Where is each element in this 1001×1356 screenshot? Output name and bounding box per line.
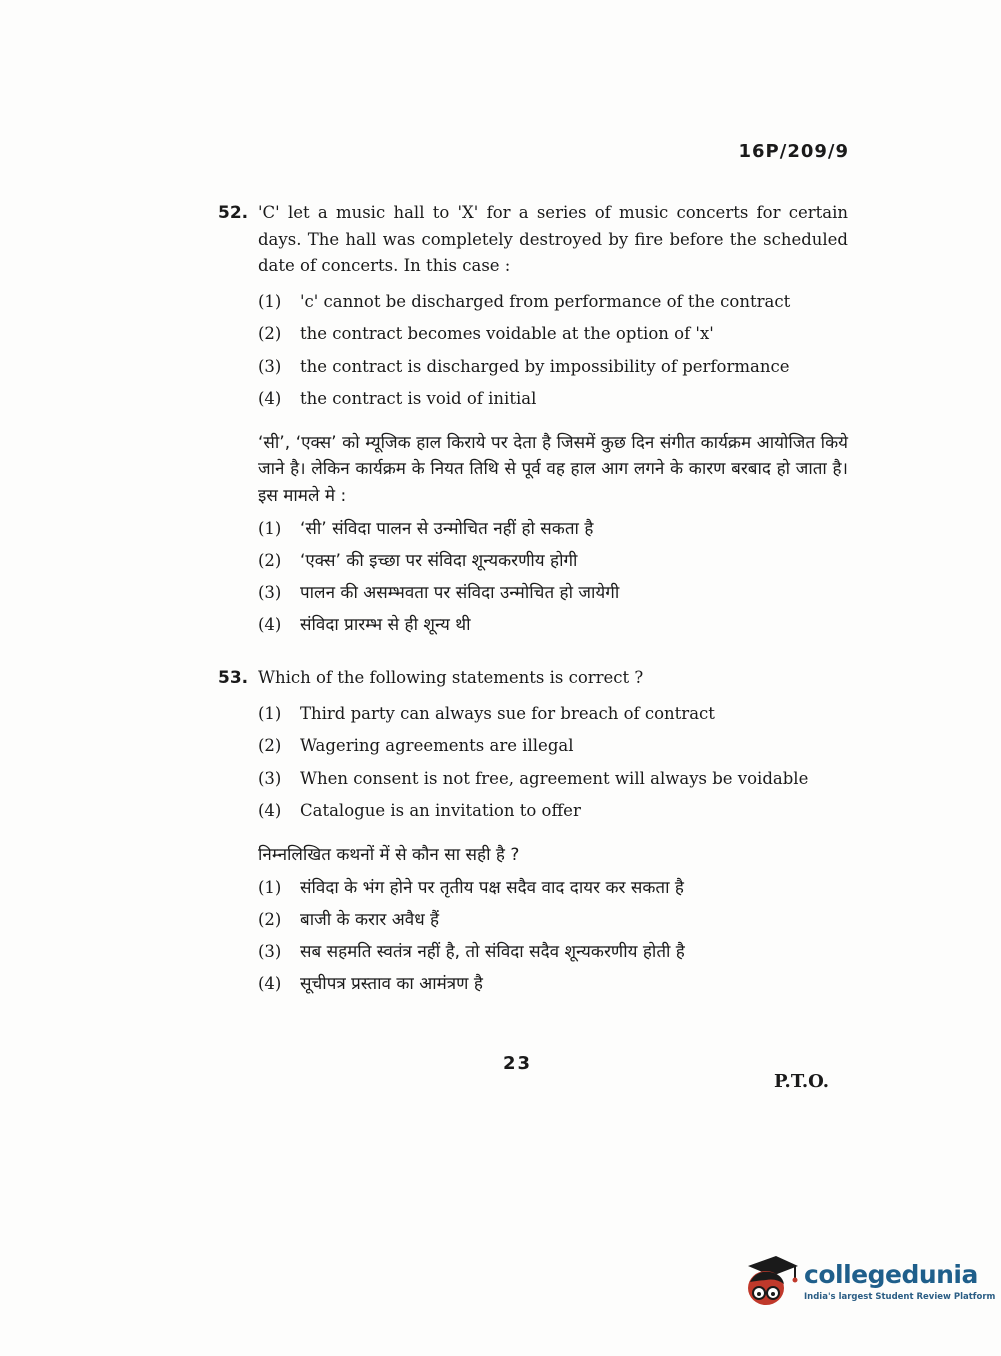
options-hindi [258, 872, 848, 1000]
option-item [258, 968, 848, 1000]
option-number: (2) [258, 551, 282, 570]
question-number: 52. [218, 203, 249, 223]
mascot-icon [742, 1252, 800, 1310]
paper-code: 16P/209/9 [738, 141, 849, 162]
question-text-english: 'C' let a music hall to 'X' for a series of music concerts for certain days. The hall was completely destroyed by fire before the scheduled date of concerts. In this case : [258, 203, 848, 275]
option-text: 'c' cannot be discharged from performance of the contract [300, 291, 791, 311]
option-number: (4) [258, 801, 282, 820]
options-hindi [258, 513, 848, 641]
option-item [258, 904, 848, 936]
option-number: (3) [258, 768, 282, 788]
option-number: (2) [258, 910, 282, 929]
option-text: बाजी के करार अवैध हैं [300, 910, 440, 930]
option-item [258, 545, 848, 577]
option-text: the contract is discharged by impossibility of performance [300, 356, 790, 376]
option-item [258, 609, 848, 641]
option-text: संविदा प्रारम्भ से ही शून्य थी [300, 615, 471, 635]
option-number: (1) [258, 291, 282, 311]
options-english [258, 286, 848, 416]
option-number: (2) [258, 324, 282, 343]
option-number: (4) [258, 615, 282, 634]
option-number: (3) [258, 583, 282, 602]
option-item [258, 730, 848, 763]
question-text-english: Which of the following statements is correct ? [258, 668, 644, 687]
option-number: (2) [258, 736, 282, 755]
question-text-hindi: निम्नलिखित कथनों में से कौन सा सही है ? [258, 844, 520, 865]
pto-label: P.T.O. [774, 1071, 830, 1092]
option-item [258, 513, 848, 545]
logo-text [804, 1260, 995, 1302]
option-item [258, 763, 848, 796]
options-english [258, 698, 848, 828]
option-text: सब सहमति स्वतंत्र नहीं है, तो संविदा सदैव शून्यकरणीय होती है [300, 942, 685, 962]
option-item [258, 936, 848, 968]
option-number: (4) [258, 974, 282, 993]
brand-tagline: India's largest Student Review Platform [804, 1292, 996, 1302]
option-item [258, 286, 848, 319]
option-number: (4) [258, 389, 282, 408]
question-header [218, 665, 848, 692]
question-header [218, 200, 848, 280]
option-item [258, 795, 848, 828]
option-number: (3) [258, 356, 282, 376]
option-text: पालन की असम्भवता पर संविदा उन्मोचित हो जायेगी [300, 583, 620, 603]
question-number: 53. [218, 668, 249, 688]
option-text: Third party can always sue for breach of contract [300, 703, 715, 723]
option-item [258, 318, 848, 351]
option-number: (1) [258, 703, 282, 723]
option-text: Catalogue is an invitation to offer [300, 801, 581, 820]
question-52 [218, 200, 848, 641]
option-number: (1) [258, 878, 282, 897]
option-item [258, 698, 848, 731]
option-text: ‘एक्स’ की इच्छा पर संविदा शून्यकरणीय होगी [300, 551, 578, 571]
option-text: सूचीपत्र प्रस्ताव का आमंत्रण है [300, 974, 483, 994]
option-text: संविदा के भंग होने पर तृतीय पक्ष सदैव वाद दायर कर सकता है [300, 878, 684, 898]
option-item [258, 351, 848, 384]
option-number: (3) [258, 942, 282, 961]
option-item [258, 577, 848, 609]
option-item [258, 383, 848, 416]
option-text: When consent is not free, agreement will always be voidable [300, 768, 809, 788]
page-number: 23 [503, 1053, 533, 1074]
option-text: Wagering agreements are illegal [300, 736, 574, 755]
question-text-hindi: ‘सी’, ‘एक्स’ को म्यूजिक हाल किराये पर देता है जिसमें कुछ दिन संगीत कार्यक्रम आयोजित किये जाने है। लेकिन कार्यक्रम के नियत तिथि से पूर्व वह हाल आग लगने के कारण बरबाद हो जाता है। इस मामले मे : [258, 432, 848, 506]
option-item [258, 872, 848, 904]
option-text: the contract is void of initial [300, 389, 537, 408]
collegedunia-logo [742, 1250, 996, 1312]
brand-name: collegedunia [804, 1260, 978, 1289]
option-text: ‘सी’ संविदा पालन से उन्मोचित नहीं हो सकता है [300, 519, 594, 539]
option-number: (1) [258, 519, 282, 538]
hindi-section [258, 842, 848, 1001]
question-53 [218, 665, 848, 1000]
hindi-section [258, 430, 848, 642]
option-text: the contract becomes voidable at the option of 'x' [300, 324, 714, 343]
